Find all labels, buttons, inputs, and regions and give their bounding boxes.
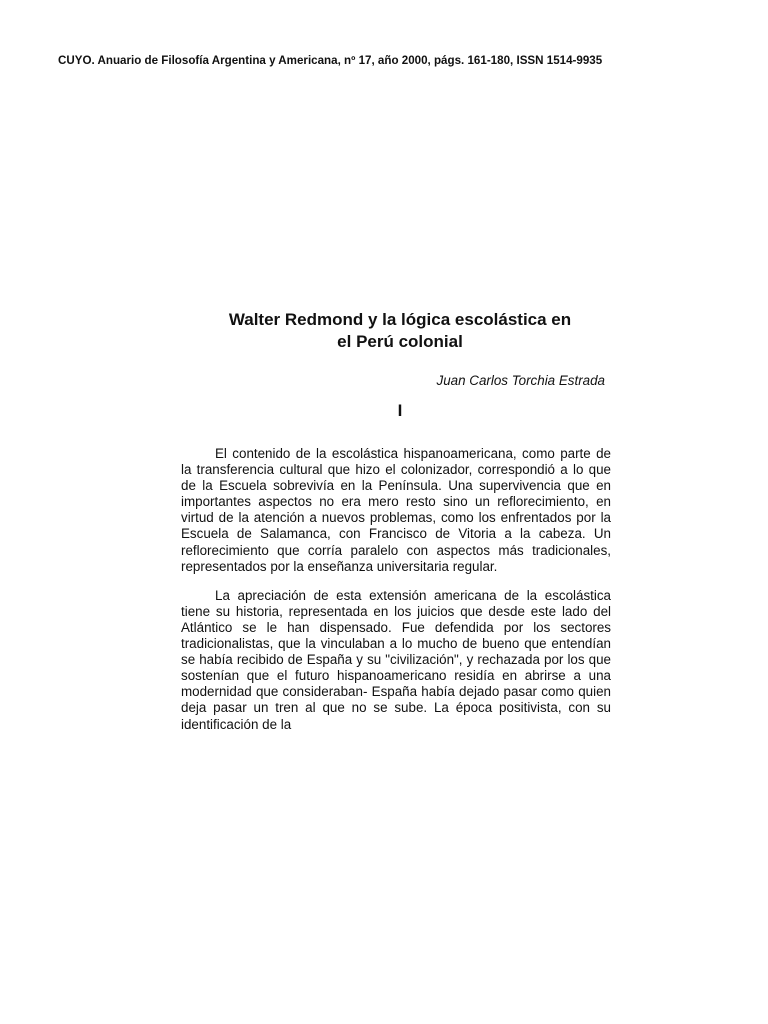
article-body (181, 446, 611, 746)
author-name: Juan Carlos Torchia Estrada (436, 373, 605, 388)
article-title-line-1: Walter Redmond y la lógica escolástica en (228, 310, 572, 329)
article-title-line-2: el Perú colonial (337, 332, 463, 351)
journal-citation-header: CUYO. Anuario de Filosofía Argentina y Americana, nº 17, año 2000, págs. 161-180, ISSN 1514-9935 (58, 54, 603, 67)
body-paragraph-2: La apreciación de esta extensión americana de la escolástica tiene su historia, representada en los juicios que desde este lado del Atlántico se le han dispensado. Fue defendida por los sectores tradicionalistas, que la vinculaban a lo mucho de bueno que entendían se había recibido de España y su "civilización", y rechazada por los que sostenían que el futuro hispanoamericano residía en abrirse a una modernidad que consideraban- España había dejado pasar como quien deja pasar un tren al que no se sube. La época positivista, con su identificación de la (181, 587, 611, 732)
section-numeral: I (397, 401, 403, 420)
body-paragraph-1: El contenido de la escolástica hispanoamericana, como parte de la transferencia cultural que hizo el colonizador, correspondió a lo que de la Escuela sobrevivía en la Península. Una supervivencia que en importantes aspectos no era mero resto sino un reflorecimiento, en virtud de la atención a nuevos problemas, como los enfrentados por la Escuela de Salamanca, con Francisco de Vitoria a la cabeza. Un reflorecimiento que corría paralelo con aspectos más tradicionales, representados por la enseñanza universitaria regular. (181, 446, 611, 574)
article-title (180, 309, 620, 353)
